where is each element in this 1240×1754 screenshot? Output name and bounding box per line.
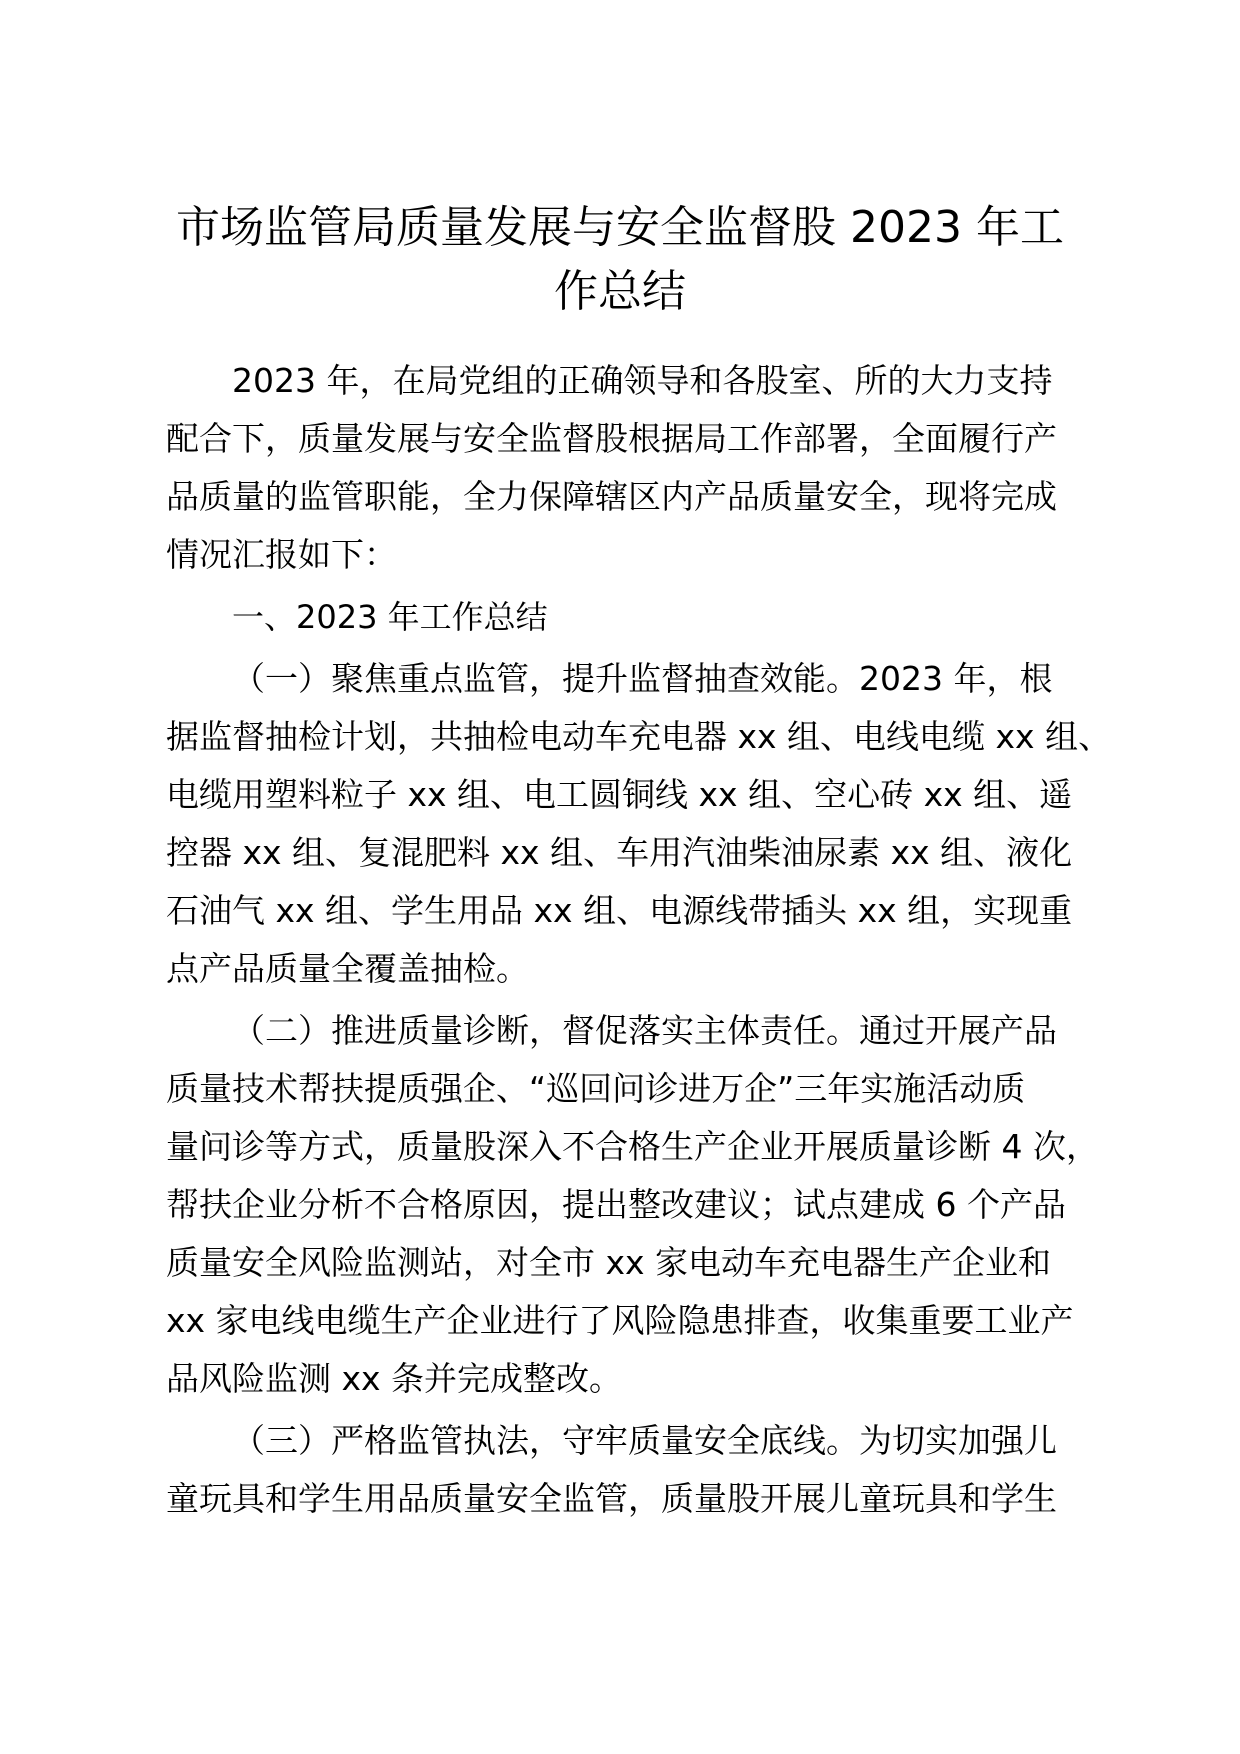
text-line: 控器 xx 组、复混肥料 xx 组、车用汽油柴油尿素 xx 组、液化 xyxy=(166,833,1073,872)
item-paragraph-3 xyxy=(166,1412,1106,1528)
text-line: （一）聚焦重点监管，提升监督抽查效能。2023 年，根 xyxy=(232,659,1053,698)
text-line: 配合下，质量发展与安全监督股根据局工作部署，全面履行产 xyxy=(166,419,1057,458)
text-line: （二）推进质量诊断，督促落实主体责任。通过开展产品 xyxy=(232,1011,1057,1050)
intro-paragraph xyxy=(166,352,1106,584)
text-line: 质量安全风险监测站，对全市 xx 家电动车充电器生产企业和 xyxy=(166,1243,1052,1282)
text-line: 点产品质量全覆盖抽检。 xyxy=(166,949,529,988)
text-line: xx 家电线电缆生产企业进行了风险隐患排查，收集重要工业产 xyxy=(166,1301,1074,1340)
text-line: 石油气 xx 组、学生用品 xx 组、电源线带插头 xx 组，实现重 xyxy=(166,891,1073,930)
title-line: 作总结 xyxy=(554,266,686,317)
text-line: 量问诊等方式，质量股深入不合格生产企业开展质量诊断 4 次， xyxy=(166,1127,1099,1166)
text-line: 电缆用塑料粒子 xx 组、电工圆铜线 xx 组、空心砖 xx 组、遥 xyxy=(166,775,1073,814)
text-line: 品风险监测 xx 条并完成整改。 xyxy=(166,1359,623,1398)
text-line: 品质量的监管职能，全力保障辖区内产品质量安全，现将完成 xyxy=(166,477,1057,516)
title-line: 市场监管局质量发展与安全监督股 2023 年工 xyxy=(176,202,1064,253)
text-line: 质量技术帮扶提质强企、“巡回问诊进万企”三年实施活动质 xyxy=(166,1069,1026,1108)
text-line: 据监督抽检计划，共抽检电动车充电器 xx 组、电线电缆 xx 组、 xyxy=(166,717,1112,756)
item-paragraph-1 xyxy=(166,650,1112,998)
document-body xyxy=(166,352,1112,1532)
text-line: （三）严格监管执法，守牢质量安全底线。为切实加强儿 xyxy=(232,1421,1057,1460)
text-line: 情况汇报如下： xyxy=(166,535,397,574)
text-line: 帮扶企业分析不合格原因，提出整改建议；试点建成 6 个产品 xyxy=(166,1185,1066,1224)
document-title xyxy=(150,196,1090,324)
item-paragraph-2 xyxy=(166,1002,1106,1408)
text-line: 童玩具和学生用品质量安全监管，质量股开展儿童玩具和学生 xyxy=(166,1479,1057,1518)
text-line: 2023 年，在局党组的正确领导和各股室、所的大力支持 xyxy=(232,361,1053,400)
section-heading: 一、2023 年工作总结 xyxy=(232,598,548,636)
